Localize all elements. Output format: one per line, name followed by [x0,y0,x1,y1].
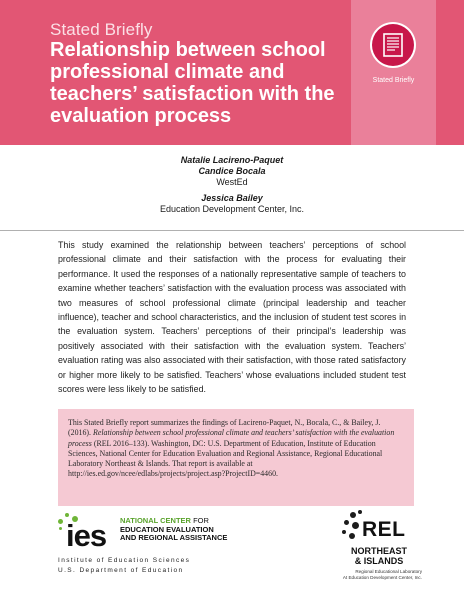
ies-sub-institute: Institute of Education Sciences [58,557,191,564]
series-label: Stated Briefly [50,20,153,39]
rel-logo [338,510,422,595]
author-affiliation: Education Development Center, Inc. [159,204,305,214]
ies-center-name [120,517,270,543]
badge-circle [372,24,414,66]
ies-wordmark: ies [66,518,107,553]
citation-title: Relationship between school professional climate and teachers’ satisfaction with the evaluation process [68,428,395,448]
ies-center-line1: NATIONAL CENTER [120,516,191,525]
rel-dot [358,510,362,514]
author-affiliation: WestEd [216,177,248,187]
citation-tail: (REL 2016–133). Washington, DC: U.S. Department of Education, Institute of Education Sciences, National Center for Education Evaluation and Regional Assistance, Regional Educational Laboratory Northeast & Islands. That report is available at http://ies.ed.gov/ncee/edlabs/projects/project.asp?ProjectID=4460. [68,438,383,479]
rel-region-line1: NORTHEAST [351,546,407,556]
ies-center-line2: EDUCATION EVALUATION [120,524,214,534]
rel-lab-line1: Regional Educational Laboratory [355,569,422,574]
ies-subtitle [58,556,228,576]
rel-dot [342,530,346,534]
author-name: Candice Bocala [198,166,266,176]
rel-dot [349,533,355,539]
author-name: Jessica Bailey [201,193,263,203]
divider [0,230,464,231]
rel-dot [344,520,349,525]
page-title: Relationship between school professional climate and teachers’ satisfaction with the evaluation process [50,39,335,127]
citation-box [58,409,414,506]
rel-wordmark: REL [362,518,406,541]
ies-center-line3: AND REGIONAL ASSISTANCE [120,533,228,543]
rel-dot [352,522,359,529]
rel-lab-line2: At Education Development Center, Inc. [342,575,422,580]
author-block [0,155,464,215]
ies-dot [59,527,62,530]
rel-region [344,547,414,566]
rel-dot [350,512,356,518]
author-name: Natalie Lacireno-Paquet [180,155,284,165]
ies-sub-department: U.S. Department of Education [58,567,184,574]
document-icon [383,33,403,57]
citation-lead: This Stated Briefly report summarizes the findings of Lacireno-Paquet, N., Bocala, C., & Bailey, J. (2016). [68,418,381,438]
badge-label: Stated Briefly [372,77,415,84]
stated-briefly-badge [351,0,436,145]
ies-logo [58,512,228,582]
ies-dot [58,519,63,524]
rel-lab-name [332,569,422,581]
rel-region-line2: & ISLANDS [354,555,404,566]
ies-center-line1-suffix: FOR [193,516,209,525]
abstract-text: This study examined the relationship between teachers’ perceptions of school professional climate and their satisfaction with the process for evaluating their performance. It used the responses of a nationally representative sample of teachers to examine whether teachers’ satisfaction with the evaluation process was associated with two measures of school professional climate (principal leadership and teacher influence), teacher and school characteristics, and the inclusion of student test scores in the evaluation system. Teachers’ perceptions of their principal’s leadership was positively associated with their satisfaction with the evaluation system. Teachers’ evaluation rating was also associated with their satisfaction, with those rated satisfactory or higher more likely to be satisfied. Teachers’ whose evaluations included student test scores were less likely to be satisfied. [58,240,406,395]
header-banner [0,0,464,145]
ies-dot [65,513,69,517]
